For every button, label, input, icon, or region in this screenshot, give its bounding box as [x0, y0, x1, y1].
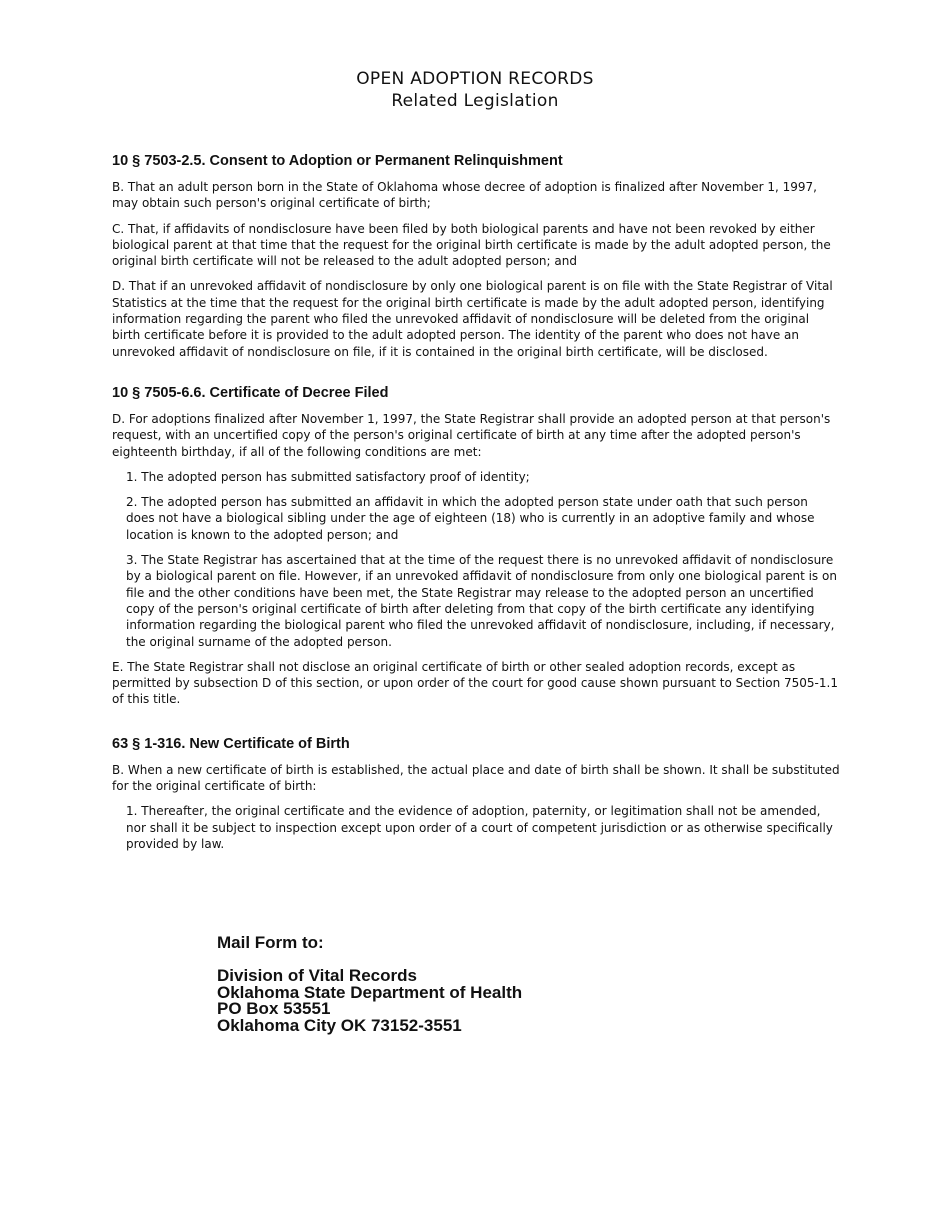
paragraph-e: E. The State Registrar shall not disclose an original certificate of birth or other sealed adoption records, except as permitted by subsection D of this section, or upon order of the court for good cause shown pursuant to Section 7505-1.1 of this title.: [112, 659, 838, 707]
paragraph-d: D. For adoptions finalized after November 1, 1997, the State Registrar shall provide an adopted person at that person's request, with an uncertified copy of the person's original certificate of birth at any time after the adopted person's eighteenth birthday, if all of the following conditions are met:: [112, 411, 831, 459]
section-7505: [112, 384, 840, 708]
text-cursor-mark: [252, 837, 254, 843]
section-7503: [112, 152, 840, 360]
mail-line-department: Oklahoma State Department of Health: [217, 982, 523, 1002]
document-header: [0, 68, 950, 112]
document-subtitle: Related Legislation: [391, 91, 559, 111]
mail-line-po-box: PO Box 53551: [217, 999, 331, 1018]
paragraph-b: B. When a new certificate of birth is established, the actual place and date of birth shall be shown. It shall be substituted for the original certificate of birth:: [112, 762, 840, 794]
mail-address-block: [217, 934, 522, 1034]
document-title: OPEN ADOPTION RECORDS: [356, 69, 594, 89]
list-item-1: 1. The adopted person has submitted satisfactory proof of identity;: [126, 469, 530, 484]
list-item-1: [126, 803, 840, 852]
mail-label: Mail Form to:: [217, 933, 324, 952]
section-heading: 63 § 1-316. New Certificate of Birth: [112, 735, 350, 752]
paragraph-d: D. That if an unrevoked affidavit of nondisclosure by only one biological parent is on file with the State Registrar of Vital Statistics at the time that the request for the original birth certificate is made by the adult adopted person, identifying information regarding the parent who filed the unrevoked affidavit of nondisclosure will be deleted from the original birth certificate before it is provided to the adult adopted person. The identity of the parent who does not have an unrevoked affidavit of nondisclosure on file, if it is contained in the original birth certificate, will be disclosed.: [112, 279, 833, 359]
section-heading: 10 § 7503-2.5. Consent to Adoption or Permanent Relinquishment: [112, 153, 563, 169]
list-item-2: 2. The adopted person has submitted an affidavit in which the adopted person state under oath that such person does not have a biological sibling under the age of eighteen (18) who is currently in an adoptive family and whose location is known to the adopted person; and: [126, 495, 815, 542]
section-1-316: [112, 735, 840, 852]
paragraph-c: C. That, if affidavits of nondisclosure have been filed by both biological parents and have not been revoked by either biological parent at that time that the request for the original birth certificate is made by the adult adopted person, the original birth certificate will not be released to the adult adopted person; and: [112, 221, 831, 269]
list-item-text: 1. Thereafter, the original certificate and the evidence of adoption, paternity, or legitimation shall not be amended, nor shall it be subject to inspection except upon order of a court of competent jurisdiction or as otherwise specifically provided by law.: [126, 804, 833, 851]
section-heading: 10 § 7505-6.6. Certificate of Decree Filed: [112, 384, 389, 401]
mail-line-division: Division of Vital Records: [217, 966, 417, 985]
list-item-3: 3. The State Registrar has ascertained that at the time of the request there is no unrevoked affidavit of nondisclosure by a biological parent on file. However, if an unrevoked affidavit of nondisclosure from only one biological parent is on file and the other conditions have been met, the State Registrar may release to the adopted person an uncertified copy of the person's original certificate of birth after deleting from that copy of the birth certificate any identifying information regarding the biological parent who filed the unrevoked affidavit of nondisclosure, including, if necessary, the original surname of the adopted person.: [126, 553, 837, 649]
legislation-content: [112, 152, 840, 861]
mail-line-city: Oklahoma City OK 73152-3551: [217, 1015, 462, 1035]
paragraph-b: B. That an adult person born in the State of Oklahoma whose decree of adoption is finalized after November 1, 1997, may obtain such person's original certificate of birth;: [112, 180, 817, 211]
